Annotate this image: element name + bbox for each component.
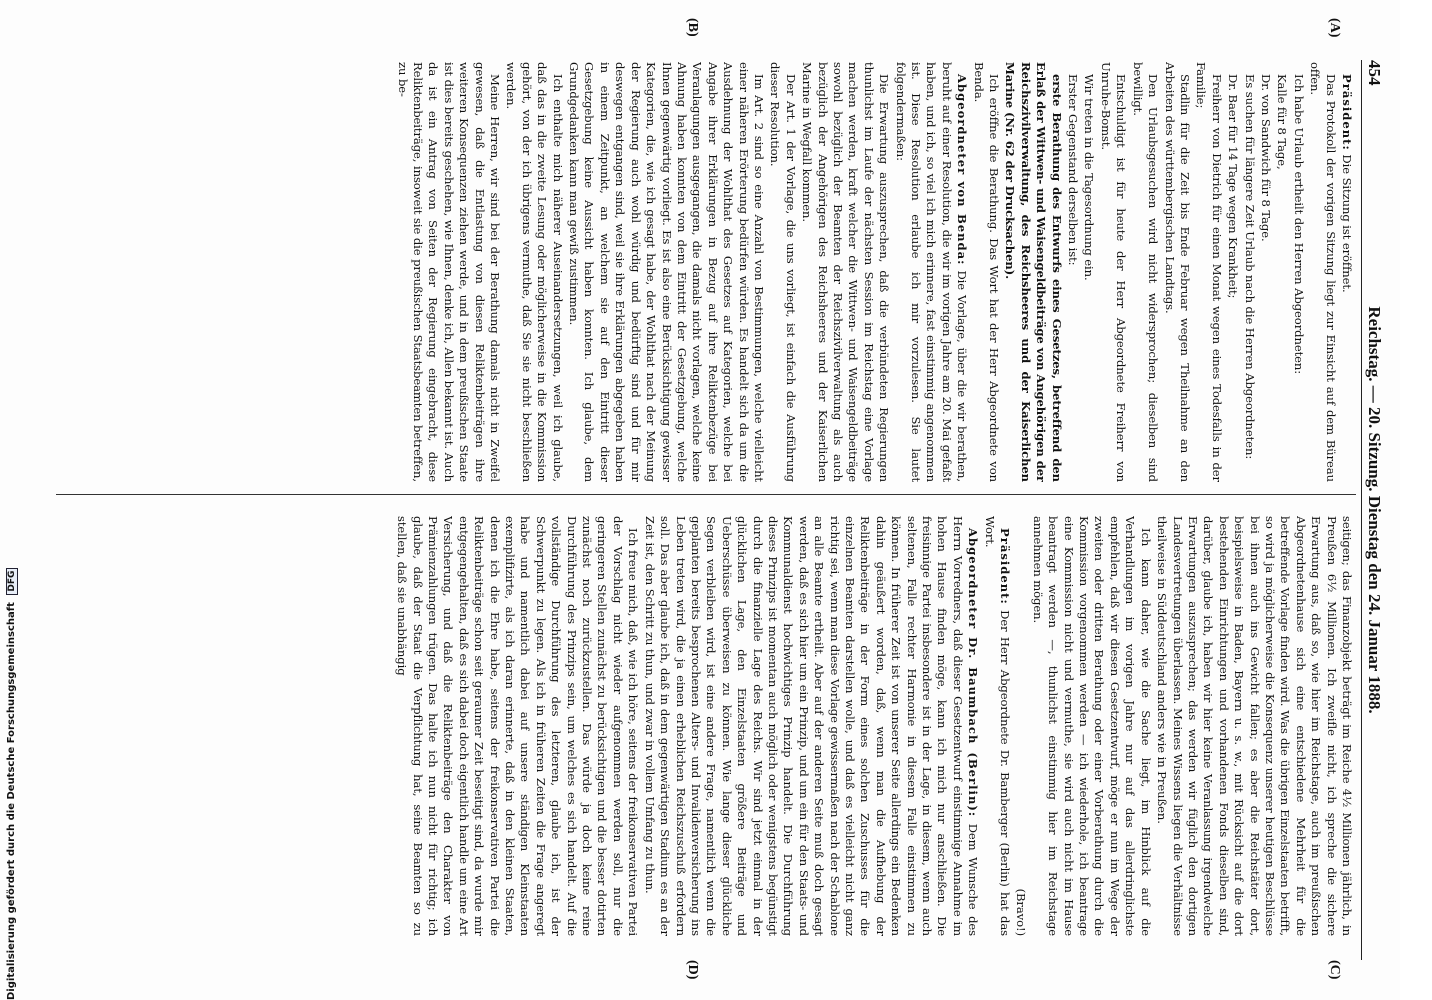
- text-paragraph: Freiherr von Dietrich für einen Monat wegen eines Todesfalls in der Familie;: [1194, 62, 1224, 482]
- text-paragraph: Ich eröffne die Berathung. Das Wort hat der Herr Abgeordnete von Benda.: [971, 62, 1002, 482]
- text-paragraph: seitigen; das Finanzobjekt beträgt im Reiche 4½ Millionen jährlich, in Preußen 6½ Millionen. Ich zweifle nicht, ich spreche die sichere Erwartung aus, daß so, wie hier im Reichstage, auch im preußischen Abgeordnetenhause sich eine entschiedene Mehrheit für die betreffende Vorlage finden wird. Was die übrigen Einzelstaaten betrifft, so wird ja möglicherweise die Konsequenz unserer heutigen Beschlüsse bei ihnen auch ins Gewicht fallen; es aber die Reichstäter dort, beispielsweise in Baden, Bayern u. s. w., mit Rücksicht auf die dort bestehenden Einrichtungen und vorhandenen Fonds dieselben sind, darüber, glaube ich, haben wir hier keine Veranlassung irgendwelche Erwartungen auszusprechen; das werden wir füglich den dortigen Landesvertretungen überlassen. Meines Wissens liegen die Verhältnisse theilweise in Süddeutschland anders wie in Preußen.: [1155, 516, 1354, 936]
- margin-mark-d: (D): [685, 960, 700, 980]
- text-paragraph: Wir treten in die Tagesordnung ein.: [1082, 74, 1097, 281]
- speaker-name: Abgeordneter Dr. Baumbach (Berlin):: [966, 528, 981, 818]
- text-paragraph: Den Urlaubsgesuchen wird nicht widersprochen; dieselben sind bewilligt.: [1130, 62, 1161, 482]
- page-title: Reichstag. — 20. Sitzung. Dienstag den 24. Januar 1888.: [1365, 306, 1384, 714]
- margin-mark-b: (B): [685, 18, 700, 37]
- text-paragraph: Dr. Baer für 14 Tage wegen Krankheit;: [1226, 74, 1241, 299]
- speaker-name: Präsident:: [998, 528, 1013, 605]
- left-text-column: [54, 62, 1354, 482]
- text-paragraph: Im Art. 2 sind so eine Anzahl von Bestimmungen, welche vielleicht einer näheren Erörterung bedürfen würden. Es handelt sich da um die Ausdehnung der Wohlthat des Gesetzes auf Kategorien, welche bei Angabe ihrer Erklärungen in Bezug auf ihre Reliktenbezüge bei Veranlagungen ausgegangen, die damals nicht vorlagen, welche keine Ahnung haben konnten von dem Eintritt der Gesetzgebung, welche Ihnen gegenwärtig vorliegt. Es ist also eine Berücksichtigung gewisser Kategorien, die, wie ich gesagt habe, der Wohlthat nach der Meinung der Regierung auch wohl würdig und bedürftig sind und für mir deswegen entgangen sind, weil sie ihre Erklärungen abgegeben haben in einem Zeitpunkt, an welchem sie auf den Eintritt dieser Gesetzgebung keine Aussicht haben konnten. Ich glaube, dem Grundgedanken kann man gewiß zustimmen.: [567, 62, 766, 482]
- speech-paragraph: [1339, 62, 1354, 482]
- text-paragraph: Dr. von Sandwich für 8 Tage.: [1258, 74, 1273, 242]
- text-paragraph: (Bravo!): [1014, 888, 1029, 936]
- text-paragraph: Erster Gegenstand derselben ist:: [1066, 74, 1081, 266]
- text-paragraph: Ich enthalte mich näherer Auseinandersetzungen, weil ich glaube, daß das in die zweite Lesung oder möglicherweise in die Kommission gehört, von der ich übrigens vermuthe, daß Sie sie nicht beschließen werden.: [504, 62, 565, 482]
- speech-text: Dem Wunsche des Herrn Vorredners, daß dieser Gesetzentwurf einstimmige Annahme im hohen Hause finden möge, kann ich mich nur anschließen. Die freisinnige Partei insbesondere ist in der Lage, in diesem, wenn auch seltenen, Falle rechter Harmonie in diesem Falle einstimmen zu können. In früherer Zeit ist von unserer Seite allerdings ein Bedenken dahin geäußert worden, daß, wenn man die Aufhebung der Reliktenbeiträge in der Form eines solchen Zuschusses für die einzelnen Beamten darstellen wolle, und daß es vielleicht nicht ganz richtig sei, wenn man diese Vorlage gewissermaßen nach der Schablone an alle Beamte ertheilt. Aber auf der anderen Seite muß doch gesagt werden, daß es sich hier um ein Prinzip, und um ein für den Staats- und Kommunaldienst hochwichtiges Prinzip handelt. Die Durchführung dieses Prinzips ist momentan auch möglich oder wenigstens begünstigt durch die finanzielle Lage des Reichs. Wir sind jetzt einmal in der glücklichen Lage, den Einzelstaaten größere Beiträge und Ueberschüsse überweisen zu können. Wie lange dieser glückliche Segen verbleiben wird, ist eine andere Frage, namentlich wenn die geplanten bereits besprochenen Alters- und Invalidenversicherung ins Leben treten wird, die ja einen erheblichen Reichszuschuß erfordern soll. Das aber glaube ich, daß in dem gegenwärtigen Stadium es an der Zeit ist, den Schritt zu thun, und zwar in vollem Umfang zu thun.: [642, 516, 981, 936]
- text-paragraph: Ich freue mich, daß, wie ich höre, seitens der freikonservativen Partei der Vorschlag nicht wieder aufgenommen werden soll, nur die geringeren Stellen zunächst zu berücksichtigen und die besser dotirten zunächst noch zurückzustellen. Das würde ja doch keine reine Durchführung des Prinzips sein, um welches es sich handelt. Auf die vollständige Durchführung des letzteren, glaube ich, ist der Schwerpunkt zu legen. Als ich in früheren Zeiten die Frage angeregt habe und namentlich dabei auf unsere ständigen Kleinstaaten exemplifizirte, als ich daran erinnerte, daß in den kleinen Staaten, denen ich die Ehre habe, seitens der freikonservativen Partei die Reliktenbeiträge schon seit geraumer Zeit beseitigt sind, da wurde mir entgegengehalten, daß es sich dabei doch eigentlich handle um eine Art Versicherung, und daß die Reliktenbeiträge den Charakter von Prämienzahlungen trügen. Das halte ich nun nicht für richtig; ich glaube, daß der Staat die Verpflichtung hat, seine Beamten so zu stellen, daß sie unabhängig: [395, 516, 641, 936]
- digitization-credit: [6, 570, 18, 1000]
- column-divider: [56, 494, 1356, 495]
- text-paragraph: Ich kann daher, wie die Sache liegt, im Hinblick auf die Verhandlungen im vorigen Jahre nur auf das allerdringlichste empfehlen, daß wir diesen Gesetzentwurf, möge er nun im Wege der zweiten oder dritten Berathung oder einer Vorberathung durch die Kommission vorgenommen werden — ich wiederhole, ich beantrage eine Kommission nicht und vermuthe, sie wird auch nicht im Hause beantragt werden —, thunlichst einstimmig hier im Reichstage annehmen mögen.: [1030, 516, 1153, 936]
- speech-text: Der Herr Abgeordnete Dr. Bamberger (Berlin) hat das Wort.: [982, 516, 1013, 936]
- speaker-name: Abgeordneter von Benda:: [955, 74, 970, 266]
- text-paragraph: Kalle für 8 Tage,: [1275, 74, 1290, 170]
- text-paragraph: Die Erwartung auszusprechen, daß die verbündeten Regierungen thunlichst im Laufe der nächsten Session im Reichstag eine Vorlage machen werden, kraft welcher die Wittwen- und Waisengeldbeiträge sowohl bezüglich der Beamten der Reichszivilverwaltung als auch bezüglich der Angehörigen des Reichsheeres und der Kaiserlichen Marine in Wegfall kommen.: [800, 62, 892, 482]
- speech-paragraph: [641, 516, 980, 936]
- text-paragraph: Stadlin für die Zeit bis Ende Februar wegen Theilnahme an den Arbeiten des württembergischen Landtags.: [1162, 62, 1192, 482]
- text-paragraph: Der Art. 1 der Vorlage, die uns vorliegt, ist einfach die Ausführung dieser Resolution.: [768, 62, 798, 482]
- page-header: [1361, 60, 1384, 960]
- text-paragraph: Meine Herren, wir sind bei der Berathung damals nicht in Zweifel gewesen, daß die Entlastung von diesen Reliktenbeiträgen ihre weiteren Konsequenzen ziehen werde, und in dem preußischen Staate ist dies bereits geschehen, wie Ihnen, denke ich, Allen bekannt ist. Auch da ist ein Antrag von Seiten der Regierung eingebracht, diese Reliktenbeiträge, insoweit sie die preußischen Staatsbeamten betreffen, zu be-: [395, 62, 503, 482]
- margin-mark-c: (C): [1327, 960, 1342, 980]
- page-number: 454: [1365, 60, 1384, 86]
- margin-mark-a: (A): [1327, 18, 1342, 38]
- text-paragraph: erste Berathung des Entwurfs eines Gesetzes, betreffend den Erlaß der Wittwen- und Waisengeldbeiträge von Angehörigen der Reichszivilverwaltung, des Reichsheeres und der Kaiserlichen Marine (Nr. 62 der Drucksachen).: [1003, 62, 1064, 482]
- text-paragraph: Ich habe Urlaub ertheilt den Herren Abgeordneten:: [1291, 74, 1306, 375]
- speech-paragraph: [981, 516, 1012, 936]
- dfg-logo: DFG: [6, 568, 18, 595]
- credit-text: Digitalisierung gefördert durch die Deutsche Forschungsgemeinschaft: [6, 602, 17, 1000]
- text-paragraph: Das Protokoll der vorigen Sitzung liegt zur Einsicht auf dem Büreau offen.: [1308, 62, 1338, 482]
- speaker-name: Präsident:: [1340, 74, 1354, 151]
- text-paragraph: Es suchen für längere Zeit Urlaub nach die Herren Abgeordneten:: [1242, 74, 1257, 460]
- speech-paragraph: [892, 62, 969, 482]
- speech-text: Die Vorlage, über die wir berathen, beruht auf einer Resolution, die wir im vorigen Jahre am 20. Mai gefaßt haben, und ich, so viel ich mich erinnere, fast einstimmig angenommen ist. Diese Resolution erlaube ich mir vorzulesen. Sie lautet folgendermaßen:: [893, 62, 970, 482]
- speech-text: Die Sitzung ist eröffnet.: [1340, 154, 1354, 293]
- text-paragraph: Entschuldigt ist für heute der Herr Abgeordnete Freiherr von Unruhe-Bomst.: [1098, 62, 1129, 482]
- right-text-column: [54, 516, 1354, 936]
